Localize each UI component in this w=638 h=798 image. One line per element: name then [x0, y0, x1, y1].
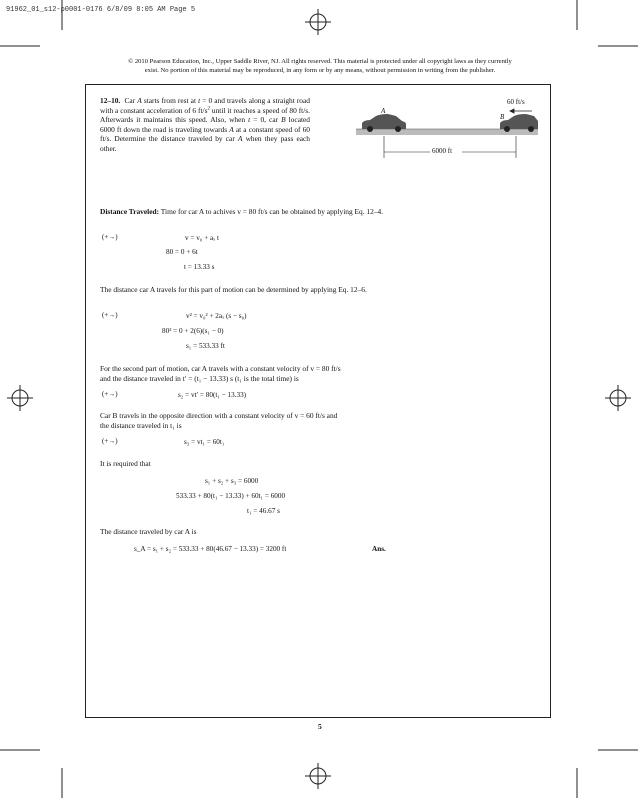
problem-text: located 6000 ft down the road is traveling towards	[100, 115, 311, 134]
paragraph-2: The distance car A travels for this part of motion can be determined by applying Eq. 12–6.	[100, 285, 367, 294]
copyright-line-2: exist. No portion of this material may be reproduced, in any form or by any means, without permission in writing from the publisher.	[144, 67, 496, 74]
equation-2c: s₁ = 533.33 ft	[186, 342, 225, 350]
road-surface	[356, 129, 538, 135]
equation-6: s_A = s₁ + s₂ = 533.33 + 80(46.67 − 13.33) = 3200 ft	[134, 545, 287, 553]
equation-1b: 80 = 0 + 6t	[166, 248, 198, 256]
equation-5a: s₁ + s₂ + s₃ = 6000	[205, 477, 259, 485]
car-a-ref: A	[229, 124, 234, 134]
paragraph-6: The distance traveled by car A is	[100, 527, 197, 536]
equation-5c: t₁ = 46.67 s	[247, 507, 280, 515]
car-a-ref: A	[237, 134, 243, 144]
problem-text: = 0, car	[250, 115, 282, 125]
problem-text: when they pass each other.	[100, 134, 310, 153]
problem-text: at a constant speed of 60 ft/s. Determine the distance traveled by car	[100, 124, 310, 144]
var-t: t	[248, 115, 251, 125]
direction-sign: (+→)	[102, 390, 118, 398]
car-a-ref: A	[137, 96, 142, 105]
paragraph-4-line-2: the distance traveled in t₁ is	[100, 420, 182, 430]
paragraph-5: It is required that	[100, 459, 151, 468]
speed-label: 60 ft/s	[507, 98, 525, 106]
print-slug: 91962_01_s12-p0001-0176 6/8/09 8:05 AM Page 5	[6, 6, 196, 14]
problem-text: = 0 and travels along a straight road with a constant acceleration of 6 ft/s	[100, 96, 310, 115]
paragraph-3-line-2: and the distance traveled in t′ = (t₁ − 13.33) s (t₁ is the total time) is	[100, 373, 299, 383]
exponent: 2	[207, 106, 210, 112]
copyright-line-1: © 2010 Pearson Education, Inc., Upper Saddle River, NJ. All rights reserved. This material is protected under all copyright laws as they currently	[128, 58, 512, 65]
equation-4: s₃ = vt₁ = 60t₁	[184, 438, 225, 446]
problem-text: Car	[124, 96, 138, 105]
equation-5b: 533.33 + 80(t₁ − 13.33) + 60t₁ = 6000	[176, 492, 286, 500]
velocity-arrow	[510, 109, 532, 113]
content-frame	[85, 84, 551, 718]
solution-heading: Distance Traveled:	[100, 207, 160, 216]
car-a-label: A	[381, 107, 386, 115]
var-t: t	[198, 96, 201, 105]
solution-intro-text: Time for car A to achives v = 80 ft/s can be obtained by applying Eq. 12–4.	[159, 207, 384, 216]
problem-figure	[352, 96, 542, 166]
problem-text: starts from rest at	[141, 96, 199, 105]
equation-2a: v² = v₀² + 2aₓ (s − s₀)	[186, 312, 247, 320]
car-b-label: B	[500, 113, 505, 121]
paragraph-3-line-1: For the second part of motion, car A travels with a constant velocity of v = 80 ft/s	[100, 364, 341, 373]
problem-text: until it reaches a speed of 80 ft/s. Afterwards it maintains this speed. Also, when	[100, 105, 310, 125]
answer-marker: Ans.	[372, 545, 386, 553]
paragraph-3	[100, 364, 400, 383]
paragraph-4-line-1: Car B travels in the opposite direction with a constant velocity of v = 60 ft/s and	[100, 411, 338, 420]
equation-1a: v = v₀ + aₓ t	[185, 234, 220, 242]
direction-sign: (+→)	[102, 437, 118, 445]
copyright-notice	[95, 57, 545, 75]
equation-2b: 80² = 0 + 2(6)(s₁ − 0)	[162, 327, 224, 335]
distance-label: 6000 ft	[432, 147, 453, 155]
equation-1c: t = 13.33 s	[184, 263, 215, 271]
car-b-ref: B	[281, 115, 286, 125]
page-number: 5	[318, 722, 322, 731]
equation-3: s₂ = vt′ = 80(t₁ − 13.33)	[178, 391, 247, 399]
problem-number: 12–10.	[100, 96, 121, 105]
direction-sign: (+→)	[102, 233, 118, 241]
problem-statement	[100, 96, 310, 154]
direction-sign: (+→)	[102, 311, 118, 319]
paragraph-4	[100, 411, 400, 430]
solution-intro	[100, 207, 390, 217]
